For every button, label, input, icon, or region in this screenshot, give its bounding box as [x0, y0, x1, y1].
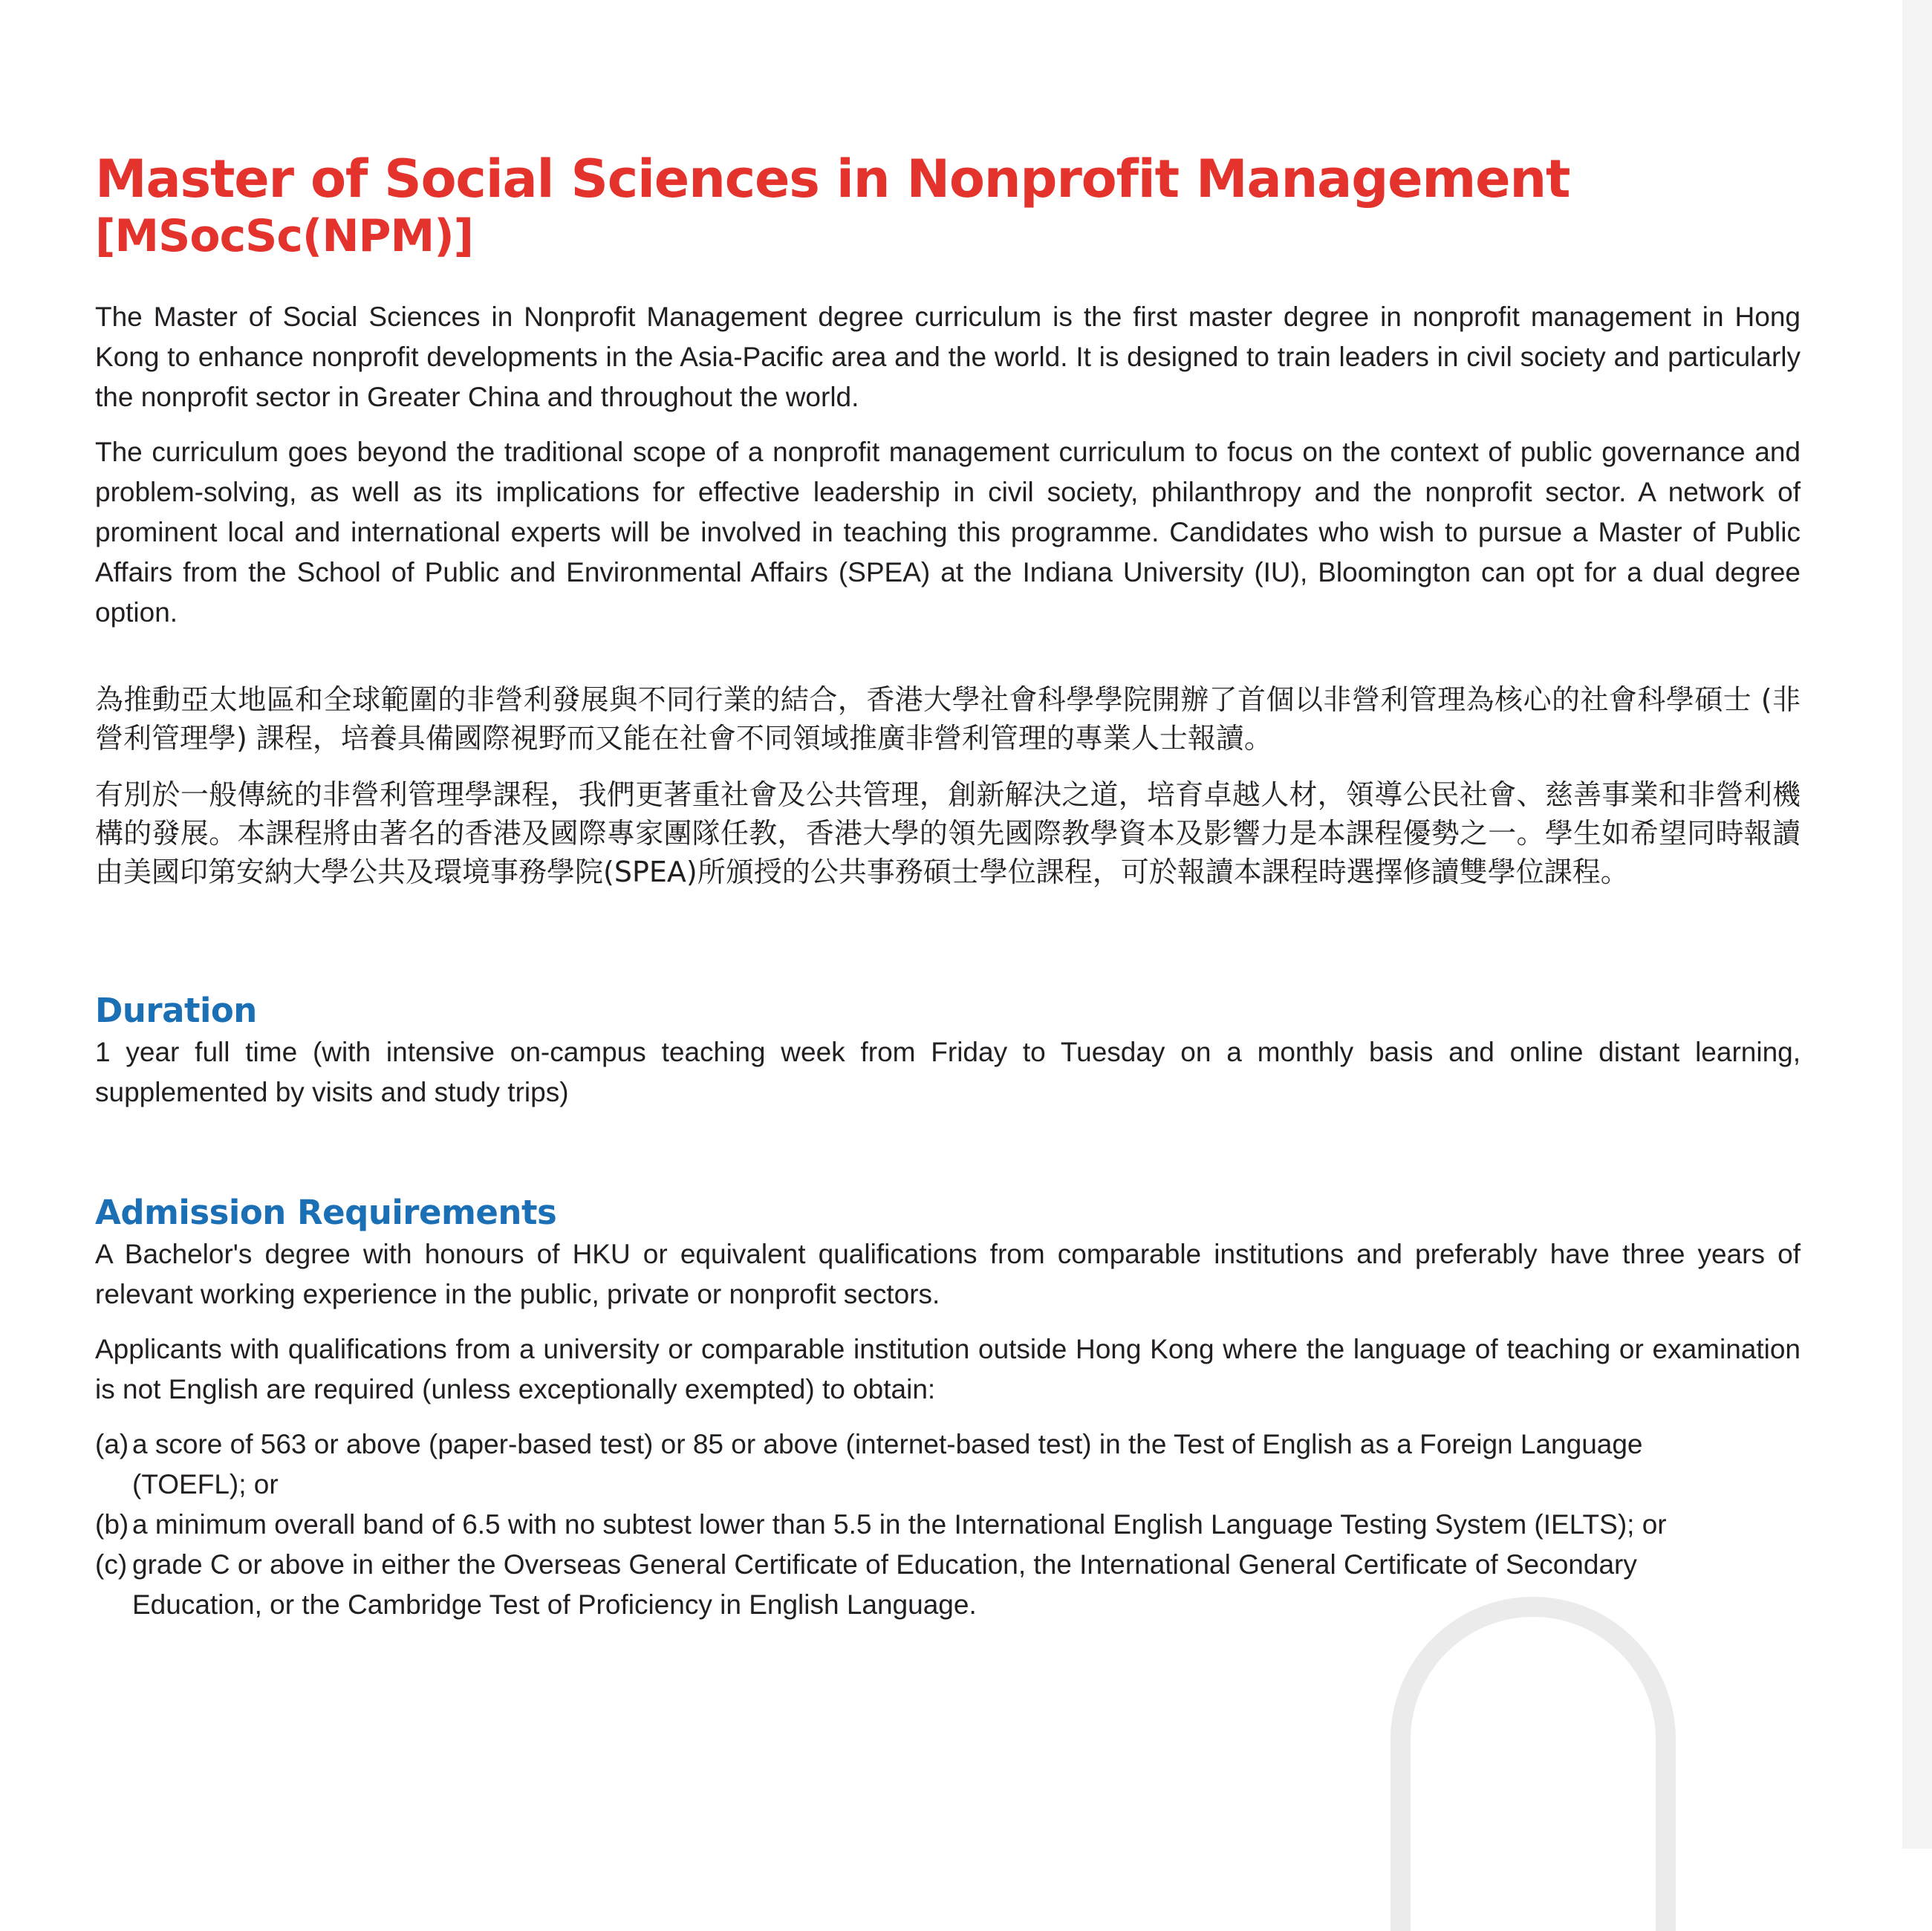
list-item — [95, 1545, 1801, 1625]
chinese-paragraph: 為推動亞太地區和全球範圍的非營利發展與不同行業的結合，香港大學社會科學學院開辦了首個以非營利管理為核心的社會科學碩士 (非營利管理學) 課程，培養具備國際視野而又能在社會不同領域推廣非營利管理的專業人士報讀。 — [95, 683, 1801, 755]
duration-text: 1 year full time (with intensive on-campus teaching week from Friday to Tuesday on a monthly basis and online distant learning, supplemented by visits and study trips) — [95, 1037, 1801, 1107]
list-item — [95, 1424, 1801, 1505]
page-edge-strip — [1902, 0, 1932, 1849]
language-requirements-list — [95, 1424, 1801, 1625]
page-title: Master of Social Sciences in Nonprofit Management — [95, 149, 1570, 209]
list-marker: (a) — [95, 1429, 129, 1459]
page-subtitle: [MSocSc(NPM)] — [95, 210, 474, 262]
page-content — [95, 149, 1801, 1625]
intro-paragraph: The curriculum goes beyond the traditional scope of a nonprofit management curriculum to focus on the context of public governance and problem-solving, as well as its implications for effective leadership in civil society, philanthropy and the nonprofit sector. A network of prominent local and international experts will be involved in teaching this programme. Candidates who wish to pursue a Master of Public Affairs from the School of Public and Environmental Affairs (SPEA) at the Indiana University (IU), Bloomington can opt for a dual degree option. — [95, 437, 1801, 628]
admission-paragraph: Applicants with qualifications from a university or comparable institution outside Hong Kong where the language of teaching or examination is not English are required (unless exceptionally exempted) to obtain: — [95, 1334, 1801, 1404]
intro-paragraph: The Master of Social Sciences in Nonprofit Management degree curriculum is the first master degree in nonprofit management in Hong Kong to enhance nonprofit developments in the Asia-Pacific area and the world. It is designed to train leaders in civil society and particularly the nonprofit sector in Greater China and throughout the world. — [95, 302, 1801, 412]
arch-decoration — [1391, 1597, 1676, 1931]
list-item-text: a minimum overall band of 6.5 with no subtest lower than 5.5 in the International English Language Testing System (IELTS); or — [132, 1509, 1667, 1540]
list-marker: (c) — [95, 1549, 128, 1580]
list-marker: (b) — [95, 1509, 129, 1540]
list-item-text: grade C or above in either the Overseas General Certificate of Education, the International General Certificate of Secondary Education, or the Cambridge Test of Proficiency in English Language. — [132, 1549, 1637, 1620]
list-item-text: a score of 563 or above (paper-based test) or 85 or above (internet-based test) in the Test of English as a Foreign Language (TOEFL); or — [132, 1429, 1643, 1499]
list-item — [95, 1505, 1801, 1545]
admission-heading: Admission Requirements — [95, 1193, 557, 1232]
admission-paragraph: A Bachelor's degree with honours of HKU or equivalent qualifications from comparable institutions and preferably have three years of relevant working experience in the public, private or nonprofit sectors. — [95, 1239, 1801, 1309]
chinese-paragraph: 有別於一般傳統的非營利管理學課程，我們更著重社會及公共管理，創新解決之道，培育卓越人材，領導公民社會、慈善事業和非營利機構的發展。本課程將由著名的香港及國際專家團隊任教，香港大學的領先國際教學資本及影響力是本課程優勢之一。學生如希望同時報讀由美國印第安納大學公共及環境事務學院(SPEA)所頒授的公共事務碩士學位課程，可於報讀本課程時選擇修讀雙學位課程。 — [95, 778, 1801, 888]
duration-heading: Duration — [95, 991, 257, 1030]
